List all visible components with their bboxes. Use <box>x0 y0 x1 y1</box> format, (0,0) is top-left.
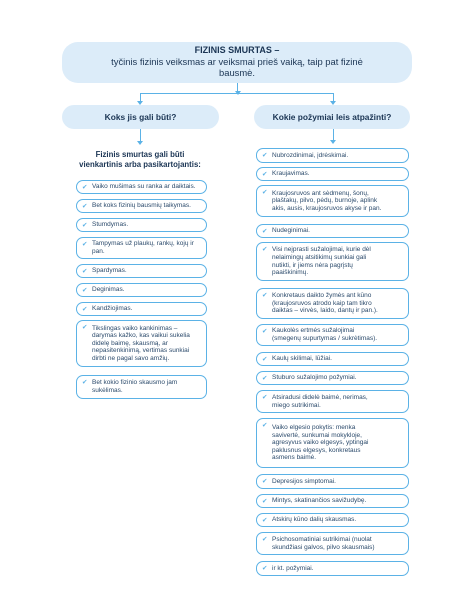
check-icon: ✔ <box>262 422 268 429</box>
right-item: ✔ Atsiradusi didelė baimė, nerimas, miego sutrikimai. <box>256 390 409 413</box>
connector-right-down <box>333 93 334 101</box>
right-item: ✔ Atskirų kūno dalių skausmas. <box>256 513 409 527</box>
left-item: ✔ Bet kokio fizinio skausmo jam sukėlimas. <box>76 375 207 399</box>
right-item: ✔ Kaulų skilimai, lūžiai. <box>256 352 409 366</box>
right-item: ✔ Psichosomatiniai sutrikimai (nuolat skundžiasi galvos, pilvo skausmais) <box>256 532 409 555</box>
right-item: ✔ Konkretaus daikto žymės ant kūno (kraujosruvos atrodo kaip tam tikro daiktas – virvės, laido, dantų ir pan.). <box>256 288 409 319</box>
left-item: ✔ Spardymas. <box>76 264 207 278</box>
left-item: ✔ Stumdymas. <box>76 218 207 232</box>
right-item: ✔ Mintys, skatinančios savižudybę. <box>256 494 409 508</box>
check-icon: ✔ <box>262 565 268 572</box>
right-item: ✔ Vaiko elgesio pokytis: menka savivertė, sunkumai mokykloje, agresyvus vaiko elgesys, yptingai paklusnus elgesys, konkretaus asmens baimė. <box>256 418 409 468</box>
left-heading-box <box>62 105 219 129</box>
check-icon: ✔ <box>262 189 268 196</box>
right-item: ✔ Nubrozdinimai, įdrėskimai. <box>256 148 409 163</box>
right-item: ✔ Stuburo sužalojimo požymiai. <box>256 371 409 385</box>
right-item: ✔ Kraujosruvos ant sėdmenų, šonų, plaštakų, pilvo, pėdų, burnoje, aplink akis, ausis, kraujosruvos akyse ir pan. <box>256 185 409 217</box>
check-icon: ✔ <box>262 356 268 363</box>
check-icon: ✔ <box>82 324 88 331</box>
check-icon: ✔ <box>262 375 268 382</box>
left-subheading-line-2: vienkartinis arba pasikartojantis: <box>79 160 201 169</box>
definition-text-line-1: tyčinis fizinis veiksmas ar veiksmai prieš vaiką, taip pat fizinė <box>111 56 363 67</box>
check-icon: ✔ <box>82 222 88 229</box>
left-subheading <box>70 150 210 170</box>
left-heading: Koks jis gali būti? <box>104 112 177 122</box>
definition-text-line-2: bausmė. <box>219 67 255 78</box>
connector-left-down <box>140 93 141 101</box>
check-icon: ✔ <box>262 171 268 178</box>
right-item: ✔ Nudeginimai. <box>256 224 409 238</box>
right-heading-arrow-icon <box>330 140 336 144</box>
left-heading-arrow-icon <box>137 141 143 145</box>
right-heading-box <box>254 105 410 129</box>
check-icon: ✔ <box>262 246 268 253</box>
right-item: ✔ Kaukolės ertmės sužalojimai (smegenų supurtymas / sukrėtimas). <box>256 324 409 346</box>
check-icon: ✔ <box>262 328 268 335</box>
right-item: ✔ Kraujavimas. <box>256 167 409 181</box>
definition-title: FIZINIS SMURTAS – <box>194 45 280 55</box>
right-heading: Kokie požymiai leis atpažinti? <box>272 112 392 122</box>
check-icon: ✔ <box>82 268 88 275</box>
check-icon: ✔ <box>82 241 88 248</box>
check-icon: ✔ <box>262 152 268 159</box>
check-icon: ✔ <box>262 228 268 235</box>
check-icon: ✔ <box>262 536 268 543</box>
check-icon: ✔ <box>262 498 268 505</box>
check-icon: ✔ <box>262 478 268 485</box>
check-icon: ✔ <box>262 517 268 524</box>
check-icon: ✔ <box>82 287 88 294</box>
left-item: ✔ Bet koks fizinių bausmių taikymas. <box>76 199 207 213</box>
right-item: ✔ Depresijos simptomai. <box>256 474 409 489</box>
check-icon: ✔ <box>82 184 88 191</box>
right-item: ✔ Visi neįprasti sužalojimai, kurie dėl nelaimingų atsitikimų sunkiai gali nutikti, ir jiems nėra pagrįstų paaiškinimų. <box>256 242 409 281</box>
definition-box <box>62 42 412 83</box>
left-subheading-line-1: Fizinis smurtas gali būti <box>95 150 185 159</box>
arrow-center-icon <box>235 91 241 95</box>
check-icon: ✔ <box>262 394 268 401</box>
check-icon: ✔ <box>82 306 88 313</box>
right-item: ✔ ir kt. požymiai. <box>256 561 409 576</box>
left-item: ✔ Vaiko mušimas su ranka ar daiktais. <box>76 180 207 194</box>
check-icon: ✔ <box>82 379 88 386</box>
left-item: ✔ Tampymas už plaukų, rankų, kojų ir pan. <box>76 237 207 259</box>
left-item: ✔ Kandžiojimas. <box>76 302 207 316</box>
left-item: ✔ Tikslingas vaiko kankinimas – darymas kažko, kas vaikui sukelia didelę baimę, skausmą, ar nepasitenkinimą, vertimas sunkiai dirbti ne pagal savo amžių. <box>76 320 207 367</box>
check-icon: ✔ <box>82 203 88 210</box>
check-icon: ✔ <box>262 292 268 299</box>
left-item: ✔ Deginimas. <box>76 283 207 297</box>
